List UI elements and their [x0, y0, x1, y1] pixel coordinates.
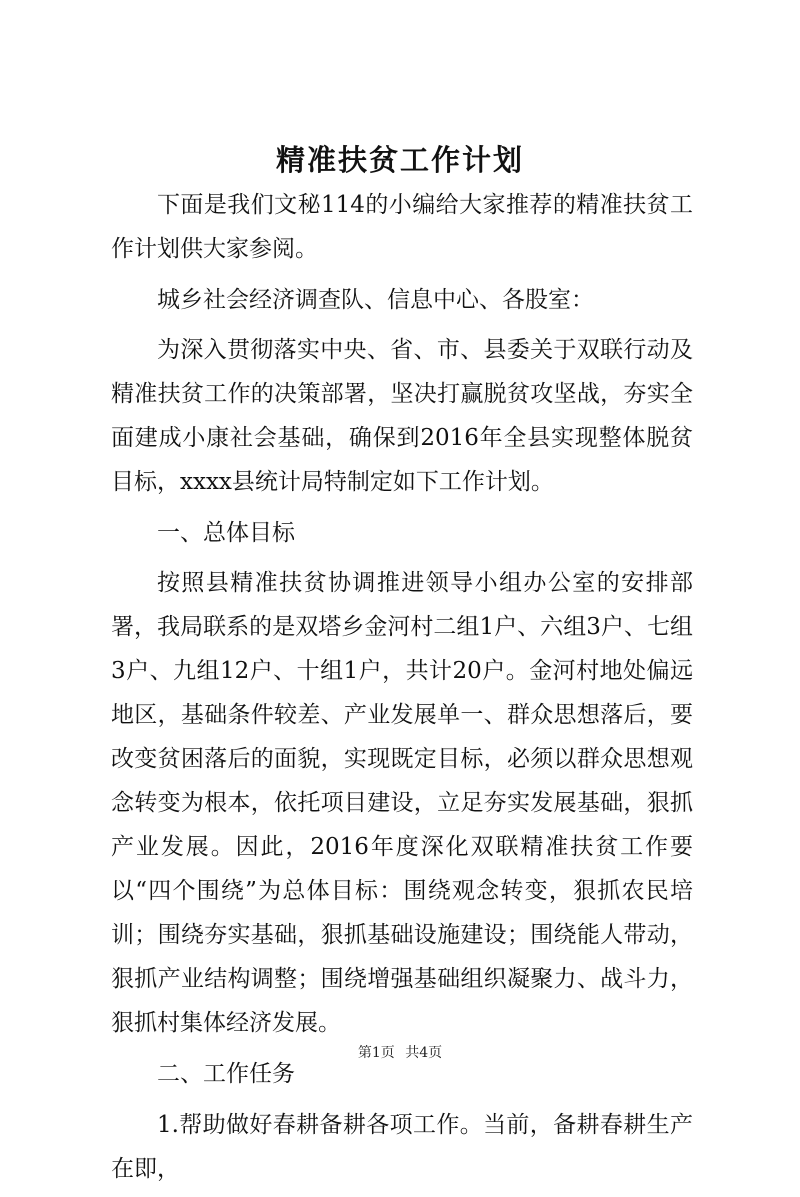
page-total: 共4页	[405, 1045, 443, 1061]
page-number: 第1页	[357, 1045, 395, 1061]
paragraph-task-1: 1.帮助做好春耕备耕各项工作。当前，备耕春耕生产在即，	[111, 1111, 693, 1182]
paragraph-intro: 下面是我们文秘114的小编给大家推荐的精准扶贫工作计划供大家参阅。	[111, 192, 693, 262]
paragraph-preamble: 为深入贯彻落实中央、省、市、县委关于双联行动及精准扶贫工作的决策部署，坚决打赢脱贫攻坚战，夯实全面建成小康社会基础，确保到2016年全县实现整体脱贫目标，xxxx县统计局特制定如下工作计划。	[111, 337, 693, 496]
section-heading-tasks: 二、工作任务	[157, 1060, 295, 1087]
paragraph-overall-goal: 按照县精准扶贫协调推进领导小组办公室的安排部署，我局联系的是双塔乡金河村二组1户、六组3户、七组3户、九组12户、十组1户，共计20户。金河村地处偏远地区，基础条件较差、产业发展单一、群众思想落后，要改变贫困落后的面貌，实现既定目标，必须以群众思想观念转变为根本，依托项目建设，立足夯实发展基础，狠抓产业发展。因此，2016年度深化双联精准扶贫工作要以“四个围绕”为总体目标：围绕观念转变，狠抓农民培训；围绕夯实基础，狠抓基础设施建设；围绕能人带动，狠抓产业结构调整；围绕增强基础组织凝聚力、战斗力，狠抓村集体经济发展。	[111, 570, 693, 1037]
section-heading-overall-goal: 一、总体目标	[157, 519, 295, 546]
document-title: 精准扶贫工作计划	[275, 143, 524, 177]
paragraph-addressee: 城乡社会经济调查队、信息中心、各股室：	[157, 286, 594, 313]
page-footer	[0, 1043, 800, 1063]
